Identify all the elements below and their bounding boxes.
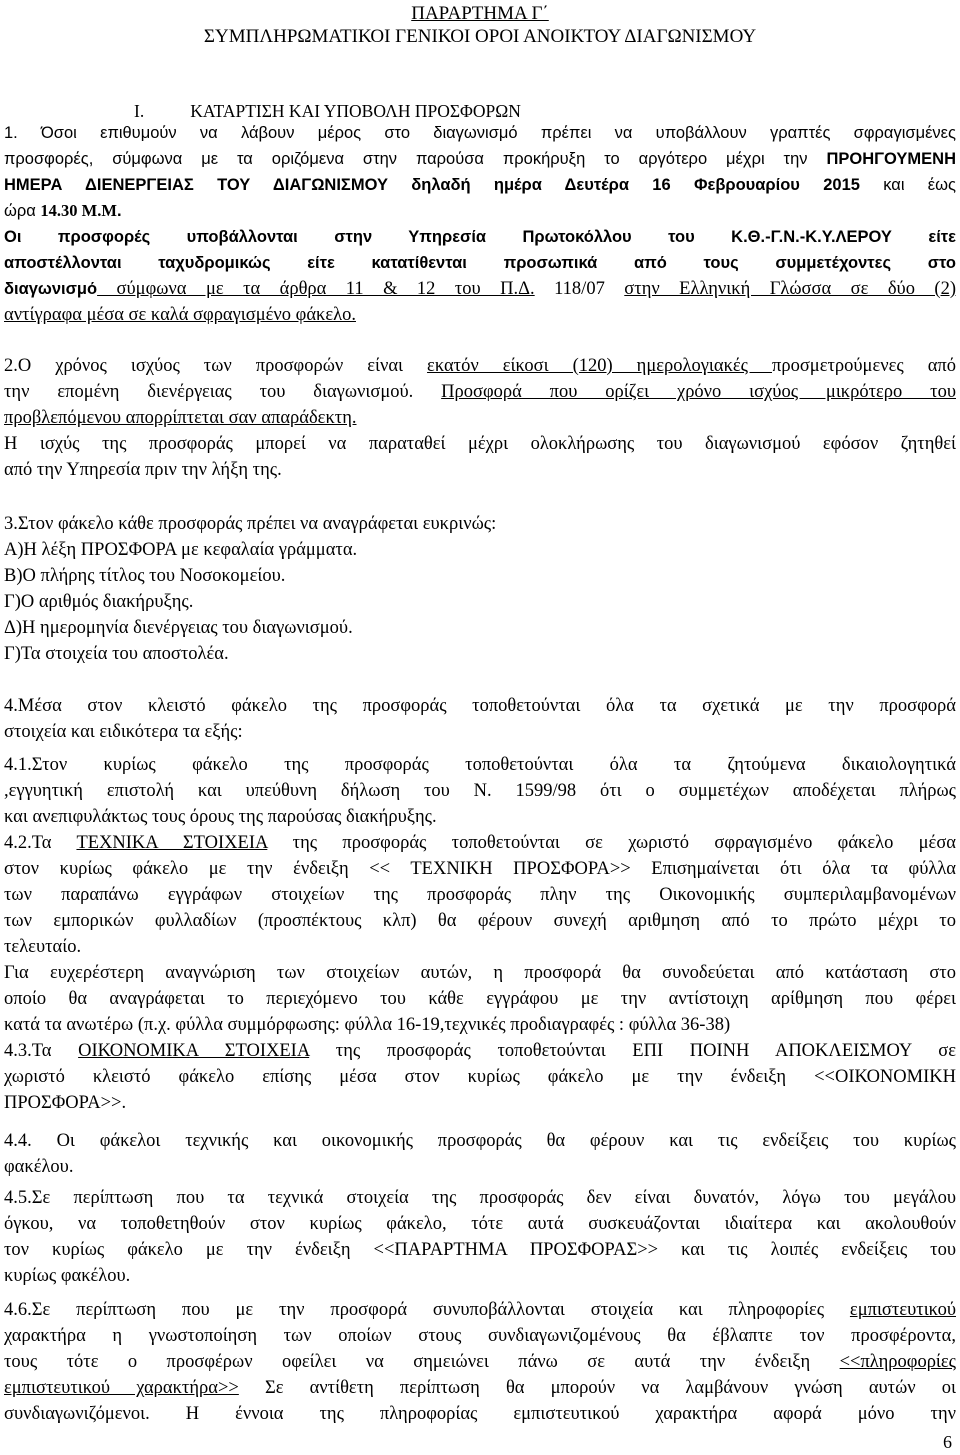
para1-line2 bbox=[4, 146, 956, 172]
para4-line22: κυρίως φακέλου. bbox=[4, 1266, 131, 1286]
para4-line19: 4.5.Σε περίπτωση που τα τεχνικά στοιχεία της προσφοράς δεν είναι δυνατόν, λόγω του μεγάλου bbox=[4, 1188, 956, 1208]
para4-line14 bbox=[4, 1038, 956, 1064]
deadline-time: 14.30 Μ.Μ bbox=[40, 201, 117, 220]
para4-line6 bbox=[4, 830, 956, 856]
para4-line16: ΠΡΟΣΦΟΡΑ>>. bbox=[4, 1093, 127, 1113]
para4-line25-text: τους τότε ο προσφέρων οφείλει να σημειώνει πάνω σε αυτά την ένδειξη bbox=[4, 1352, 840, 1372]
para4-line9: των εμπορικών φυλλαδίων (προσπέκτους κλπ) θα φέρουν συνεχή αριθμηση από το πρώτο μέχρι το bbox=[4, 911, 956, 931]
para2-line3: προβλεπόμενου απορρίπτεται σαν απαράδεκτη. bbox=[4, 408, 357, 428]
para3-item-d: Δ)Η ημερομηνία διενέργειας του διαγωνισμού. bbox=[4, 618, 353, 638]
rejection-clause: Προσφορά που ορίζει χρόνο ισχύος μικρότερο του bbox=[441, 382, 956, 402]
previous-label: ΠΡΟΗΓΟΥΜΕΝΗ bbox=[826, 150, 956, 168]
para2-line5: από την Υπηρεσία πριν την λήξη της. bbox=[4, 460, 282, 480]
technical-data-term: ΤΕΧΝΙΚΑ ΣΤΟΙΧΕΙΑ bbox=[76, 833, 268, 853]
para4-line10: τελευταίο. bbox=[4, 937, 82, 957]
language-copies: στην Ελληνική Γλώσσα σε δύο (2) bbox=[624, 279, 956, 299]
para3-item-a: Α)Η λέξη ΠΡΟΣΦΟΡΑ με κεφαλαία γράμματα. bbox=[4, 540, 358, 560]
para2-line4: Η ισχύς της προσφοράς μπορεί να παραταθεί μέχρι ολοκλήρωσης του διαγωνισμού εφόσον ζητηθεί bbox=[4, 434, 956, 454]
financial-data-term: ΟΙΚΟΝΟΜΙΚΑ ΣΤΟΙΧΕΙΑ bbox=[78, 1041, 310, 1061]
item-4-2-label: 4.2.Τα bbox=[4, 833, 77, 853]
para4-line23-text: 4.6.Σε περίπτωση που με την προσφορά συνυποβάλλονται στοιχεία και πληροφορίες bbox=[4, 1300, 850, 1320]
validity-text: 2.Ο χρόνος ισχύος των προσφορών είναι bbox=[4, 356, 428, 376]
para4-line11: Για ευχερέστερη αναγνώριση των στοιχείων αυτών, η προσφορά θα συνοδεύεται από κατάσταση στο bbox=[4, 963, 956, 983]
para1-line1: 1. Όσοι επιθυμούν να λάβουν μέρος στο διαγωνισμό πρέπει να υποβάλλουν γραπτές σφραγισμένες bbox=[4, 124, 956, 142]
para4-line8: των παραπάνω εγγράφων στοιχείων της προσφοράς πλην της Οικονομικής συμπεριλαμβανομένων bbox=[4, 885, 956, 905]
para2-line2 bbox=[4, 379, 956, 405]
para4-line13: κατά τα ανωτέρω (π.χ. φύλλα συμμόρφωσης: φύλλα 16-19,τεχνικές προδιαγραφές : φύλλα 36-38) bbox=[4, 1015, 731, 1035]
para4-line27: συνδιαγωνιζόμενοι. Η έννοια της πληροφορίας εμπιστευτικού χαρακτήρα αφορά μόνο την bbox=[4, 1404, 956, 1424]
para4-line20: όγκου, να τοποθετηθούν στον κυρίως φάκελο, τότε αυτά συσκευάζονται ιδιαίτερα και ακολουθούν bbox=[4, 1214, 956, 1234]
validity-days: εκατόν είκοσι (120) ημερολογιακές bbox=[427, 356, 772, 376]
tender-word: διαγωνισμό bbox=[4, 280, 98, 298]
confidential-info-label: <<πληροφορίες bbox=[839, 1352, 956, 1372]
para1-line2-text: προσφορές, σύμφωνα με τα οριζόμενα στην παρούσα προκήρυξη το αργότερο μέχρι την bbox=[4, 150, 827, 168]
para4-line24: χαρακτήρα η γνωστοποίηση των οποίων στους συνδιαγωνιζομένους θα έβλαπτε τον προσφέροντα, bbox=[4, 1326, 956, 1346]
deadline-date: ΗΜΕΡΑ ΔΙΕΝΕΡΓΕΙΑΣ ΤΟΥ ΔΙΑΓΩΝΙΣΜΟΥ δηλαδή ημέρα Δευτέρα 16 Φεβρουαρίου 2015 bbox=[4, 176, 860, 194]
para3-item-c: Γ)Ο αριθμός διακήρυξης. bbox=[4, 592, 194, 612]
validity-tail: προσμετρούμενες από bbox=[772, 356, 956, 376]
para4-line1: 4.Μέσα στον κλειστό φάκελο της προσφοράς τοποθετούνται όλα τα σχετικά με την προσφορά bbox=[4, 696, 956, 716]
annex-heading: ΠΑΡΑΡΤΗΜΑ Γ΄ bbox=[411, 3, 549, 24]
para1-line4 bbox=[4, 198, 956, 224]
para4-line26 bbox=[4, 1375, 956, 1401]
item-4-3-label: 4.3.Τα bbox=[4, 1041, 79, 1061]
para2-line2-text: την επομένη διενέργειας του διαγωνισμού. bbox=[4, 382, 442, 402]
confidential-term: εμπιστευτικού bbox=[849, 1300, 956, 1320]
period: . bbox=[116, 202, 122, 220]
para4-line18: φακέλου. bbox=[4, 1157, 74, 1177]
para4-line15: χωριστό κλειστό φάκελο επίσης μέσα στον κυρίως φάκελο με την ένδειξη <<ΟΙΚΟΝΟΜΙΚΗ bbox=[4, 1067, 956, 1087]
articles-ref: σύμφωνα με τα άρθρα 11 & 12 του Π.Δ. bbox=[97, 279, 535, 299]
section-title: ΚΑΤΑΡΤΙΣΗ ΚΑΙ ΥΠΟΒΟΛΗ ΠΡΟΣΦΟΡΩΝ bbox=[190, 101, 521, 121]
para4-line21: τον κυρίως φάκελο με την ένδειξη <<ΠΑΡΑΡΤΗΜΑ ΠΡΟΣΦΟΡΑΣ>> και τις λοιπές ενδείξεις του bbox=[4, 1240, 956, 1260]
para4-line14-tail: της προσφοράς τοποθετούνται ΕΠΙ ΠΟΙΝΗ ΑΠΟΚΛΕΙΣΜΟΥ σε bbox=[309, 1041, 956, 1061]
para4-line6-tail: της προσφοράς τοποθετούνται σε χωριστό σφραγισμένο φάκελο μέσα bbox=[267, 833, 956, 853]
para1-line7 bbox=[4, 276, 956, 302]
para4-line3: 4.1.Στον κυρίως φάκελο της προσφοράς τοποθετούνται όλα τα ζητούμενα δικαιολογητικά bbox=[4, 755, 956, 775]
para4-line12: οποίο θα αναγράφεται το περιεχόμενο του κάθε εγγράφου με την αντίστοιχη αρίθμηση που φέρει bbox=[4, 989, 956, 1009]
para1-line3 bbox=[4, 172, 956, 198]
para4-line4: ,εγγυητική επιστολή και υπεύθυνη δήλωση του Ν. 1599/98 ότι ο συμμετέχων αποδέχεται πλήρως bbox=[4, 781, 956, 801]
para3-item-e: Γ)Τα στοιχεία του αποστολέα. bbox=[4, 644, 229, 664]
para4-line7: στον κυρίως φάκελο με την ένδειξη << ΤΕΧΝΙΚΗ ΠΡΟΣΦΟΡΑ>> Επισημαίνεται ότι όλα τα φύλλα bbox=[4, 859, 956, 879]
para1-line3-tail: και έως bbox=[859, 176, 956, 194]
document-title: ΣΥΜΠΛΗΡΩΜΑΤΙΚΟΙ ΓΕΝΙΚΟΙ ΟΡΟΙ ΑΝΟΙΚΤΟΥ ΔΙΑΓΩΝΙΣΜΟΥ bbox=[203, 26, 757, 47]
para3-line1: 3.Στον φάκελο κάθε προσφοράς πρέπει να αναγράφεται ευκρινώς: bbox=[4, 514, 497, 534]
time-label: ώρα bbox=[4, 202, 41, 220]
para1-line6: αποστέλλονται ταχυδρομικώς είτε κατατίθενται προσωπικά από τους συμμετέχοντες στο bbox=[4, 254, 956, 272]
para2-line1 bbox=[4, 353, 956, 379]
para4-line2: στοιχεία και ειδικότερα τα εξής: bbox=[4, 722, 243, 742]
section-number: Ι. bbox=[134, 101, 145, 121]
para4-line17: 4.4. Οι φάκελοι τεχνικής και οικονομικής προσφοράς θα φέρουν και τις ενδείξεις του κυρίως bbox=[4, 1131, 956, 1151]
para1-line5: Οι προσφορές υποβάλλονται στην Υπηρεσία Πρωτοκόλλου του Κ.Θ.-Γ.Ν.-Κ.Υ.ΛΕΡΟΥ είτε bbox=[4, 228, 956, 246]
para4-line25 bbox=[4, 1349, 956, 1375]
decree-number: 118/07 bbox=[534, 279, 625, 299]
para4-line26-tail: Σε αντίθετη περίπτωση θα μπορούν να λαμβάνουν γνώση αυτών οι bbox=[238, 1378, 956, 1398]
para4-line5: και ανεπιφυλάκτως τους όρους της παρούσας διακήρυξης. bbox=[4, 807, 437, 827]
para4-line23 bbox=[4, 1297, 956, 1323]
confidential-info-label-end: εμπιστευτικού χαρακτήρα>> bbox=[4, 1378, 239, 1398]
page-number: 6 bbox=[943, 1432, 952, 1452]
para3-item-b: Β)Ο πλήρης τίτλος του Νοσοκομείου. bbox=[4, 566, 286, 586]
para1-line8: αντίγραφα μέσα σε καλά σφραγισμένο φάκελο. bbox=[4, 305, 356, 325]
